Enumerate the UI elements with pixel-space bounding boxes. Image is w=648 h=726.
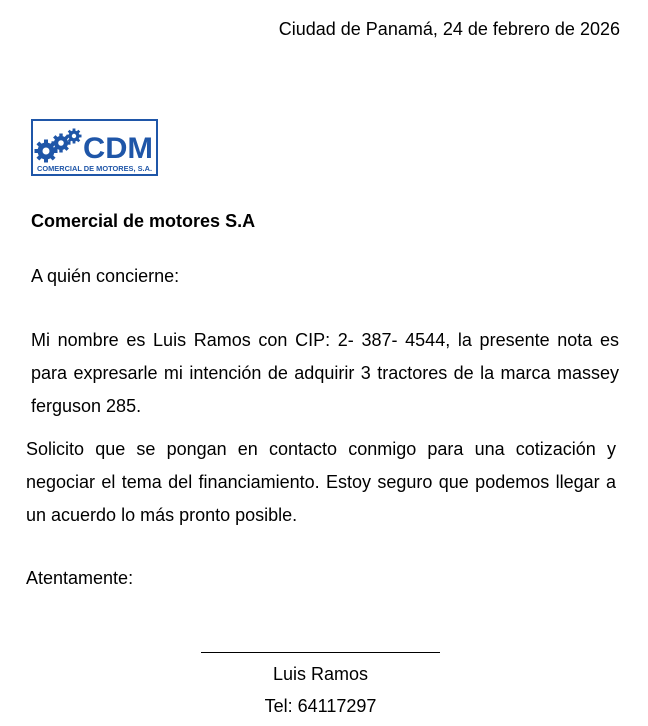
signature-phone: Tel: 64117297: [264, 696, 377, 716]
gears-logo-icon: [33, 121, 156, 174]
closing: Atentamente:: [26, 568, 134, 588]
body-paragraph-2: Solicito que se pongan en contacto conmigo para una cotización y negociar el tema del financiamiento. Estoy seguro que podemos llegar a un acuerdo lo más pronto posible.: [26, 439, 616, 525]
body-paragraph-1: Mi nombre es Luis Ramos con CIP: 2- 387- 4544, la presente nota es para expresarle mi intención de adquirir 3 tractores de la marca massey ferguson 285.: [31, 330, 619, 416]
signature-name: Luis Ramos: [272, 664, 369, 684]
logo-tagline-text: COMERCIAL DE MOTORES, S.A.: [37, 166, 153, 173]
letter-date: Ciudad de Panamá, 24 de febrero de 2026: [278, 19, 620, 39]
recipient-company: Comercial de motores S.A: [31, 211, 256, 231]
company-logo: [31, 119, 158, 176]
signature-line: [201, 652, 440, 653]
salutation: A quién concierne:: [31, 266, 180, 286]
logo-brand-text: CDM: [83, 132, 153, 165]
